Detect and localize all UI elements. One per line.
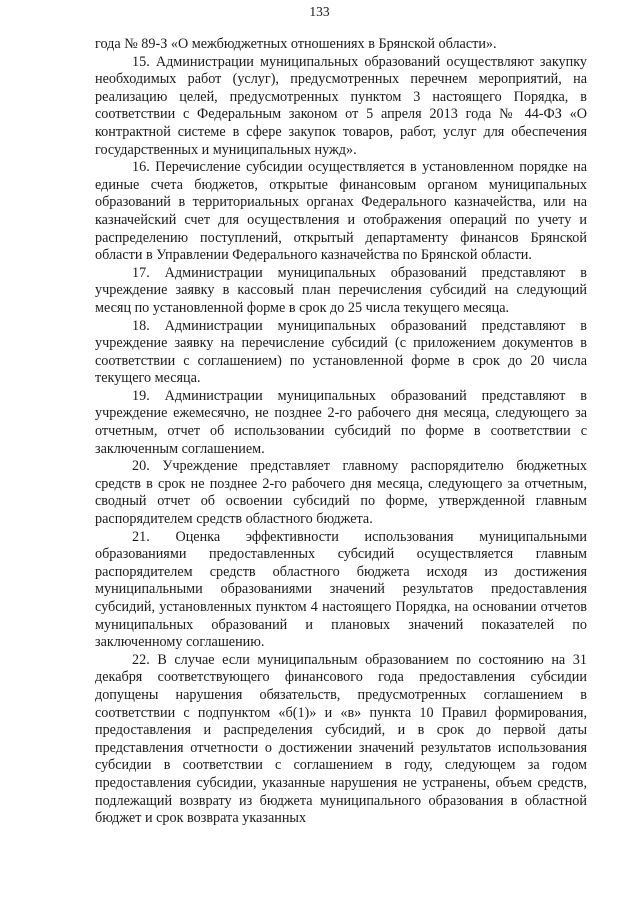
paragraph-15: 15. Администрации муниципальных образований осуществляют закупку необходимых работ (услуг), предусмотренных перечнем мероприятий, на реализацию целей, предусмотренных пунктом 3 настоящего Порядка, в соответствии с Федеральным законом от 5 апреля 2013 года № 44-ФЗ «О контрактной системе в сфере закупок товаров, работ, услуг для обеспечения государственных и муниципальных нужд». bbox=[95, 53, 587, 158]
paragraph-22: 22. В случае если муниципальным образованием по состоянию на 31 декабря соответствующего финансового года предоставления субсидии допущены нарушения обязательств, предусмотренных соглашением в соответствии с подпунктом «б(1)» и «в» пункта 10 Правил формирования, предоставления и распределения субсидий, и в срок до первой даты представления отчетности о достижении значений результатов использования субсидии в соответствии с соглашением в году, следующем за годом предоставления субсидии, указанные нарушения не устранены, объем средств, подлежащий возврату из бюджета муниципального образования в областной бюджет и срок возврата указанных bbox=[95, 651, 587, 827]
paragraph-20: 20. Учреждение представляет главному распорядителю бюджетных средств в срок не позднее 2-го рабочего дня месяца, следующего за отчетным, сводный отчет об освоении субсидий по форме, утвержденной главным распорядителем средств областного бюджета. bbox=[95, 458, 587, 528]
paragraph-18: 18. Администрации муниципальных образований представляют в учреждение заявку на перечисление субсидий (с приложением документов в соответствии с соглашением) по установленной форме в срок до 20 числа текущего месяца. bbox=[95, 317, 587, 387]
page-number: 133 bbox=[309, 4, 330, 19]
document-body bbox=[95, 36, 587, 828]
paragraph-19: 19. Администрации муниципальных образований представляют в учреждение ежемесячно, не позднее 2-го рабочего дня месяца, следующего за отчетным, отчет об использовании субсидий по форме в соответствии с заключенным соглашением. bbox=[95, 387, 587, 457]
paragraph-21: 21. Оценка эффективности использования муниципальными образованиями предоставленных субсидий осуществляется главным распорядителем средств областного бюджета исходя из достижения муниципальными образованиями значений результатов предоставления субсидий, установленных пунктом 4 настоящего Порядка, на основании отчетов муниципальных образований и плановых значений показателей по заключенному соглашению. bbox=[95, 528, 587, 651]
paragraph-16: 16. Перечисление субсидии осуществляется в установленном порядке на единые счета бюджетов, открытые финансовым органом муниципальных образований в территориальных органах Федерального казначейства, или на казначейский счет для осуществления и отображения операций по учету и распределению поступлений, открытый департаменту финансов Брянской области в Управлении Федерального казначейства по Брянской области. bbox=[95, 159, 587, 264]
paragraph-17: 17. Администрации муниципальных образований представляют в учреждение заявку в кассовый план перечисления субсидий на следующий месяц по установленной форме в срок до 25 числа текущего месяца. bbox=[95, 264, 587, 316]
paragraph-continuation: года № 89-З «О межбюджетных отношениях в Брянской области». bbox=[95, 36, 497, 52]
